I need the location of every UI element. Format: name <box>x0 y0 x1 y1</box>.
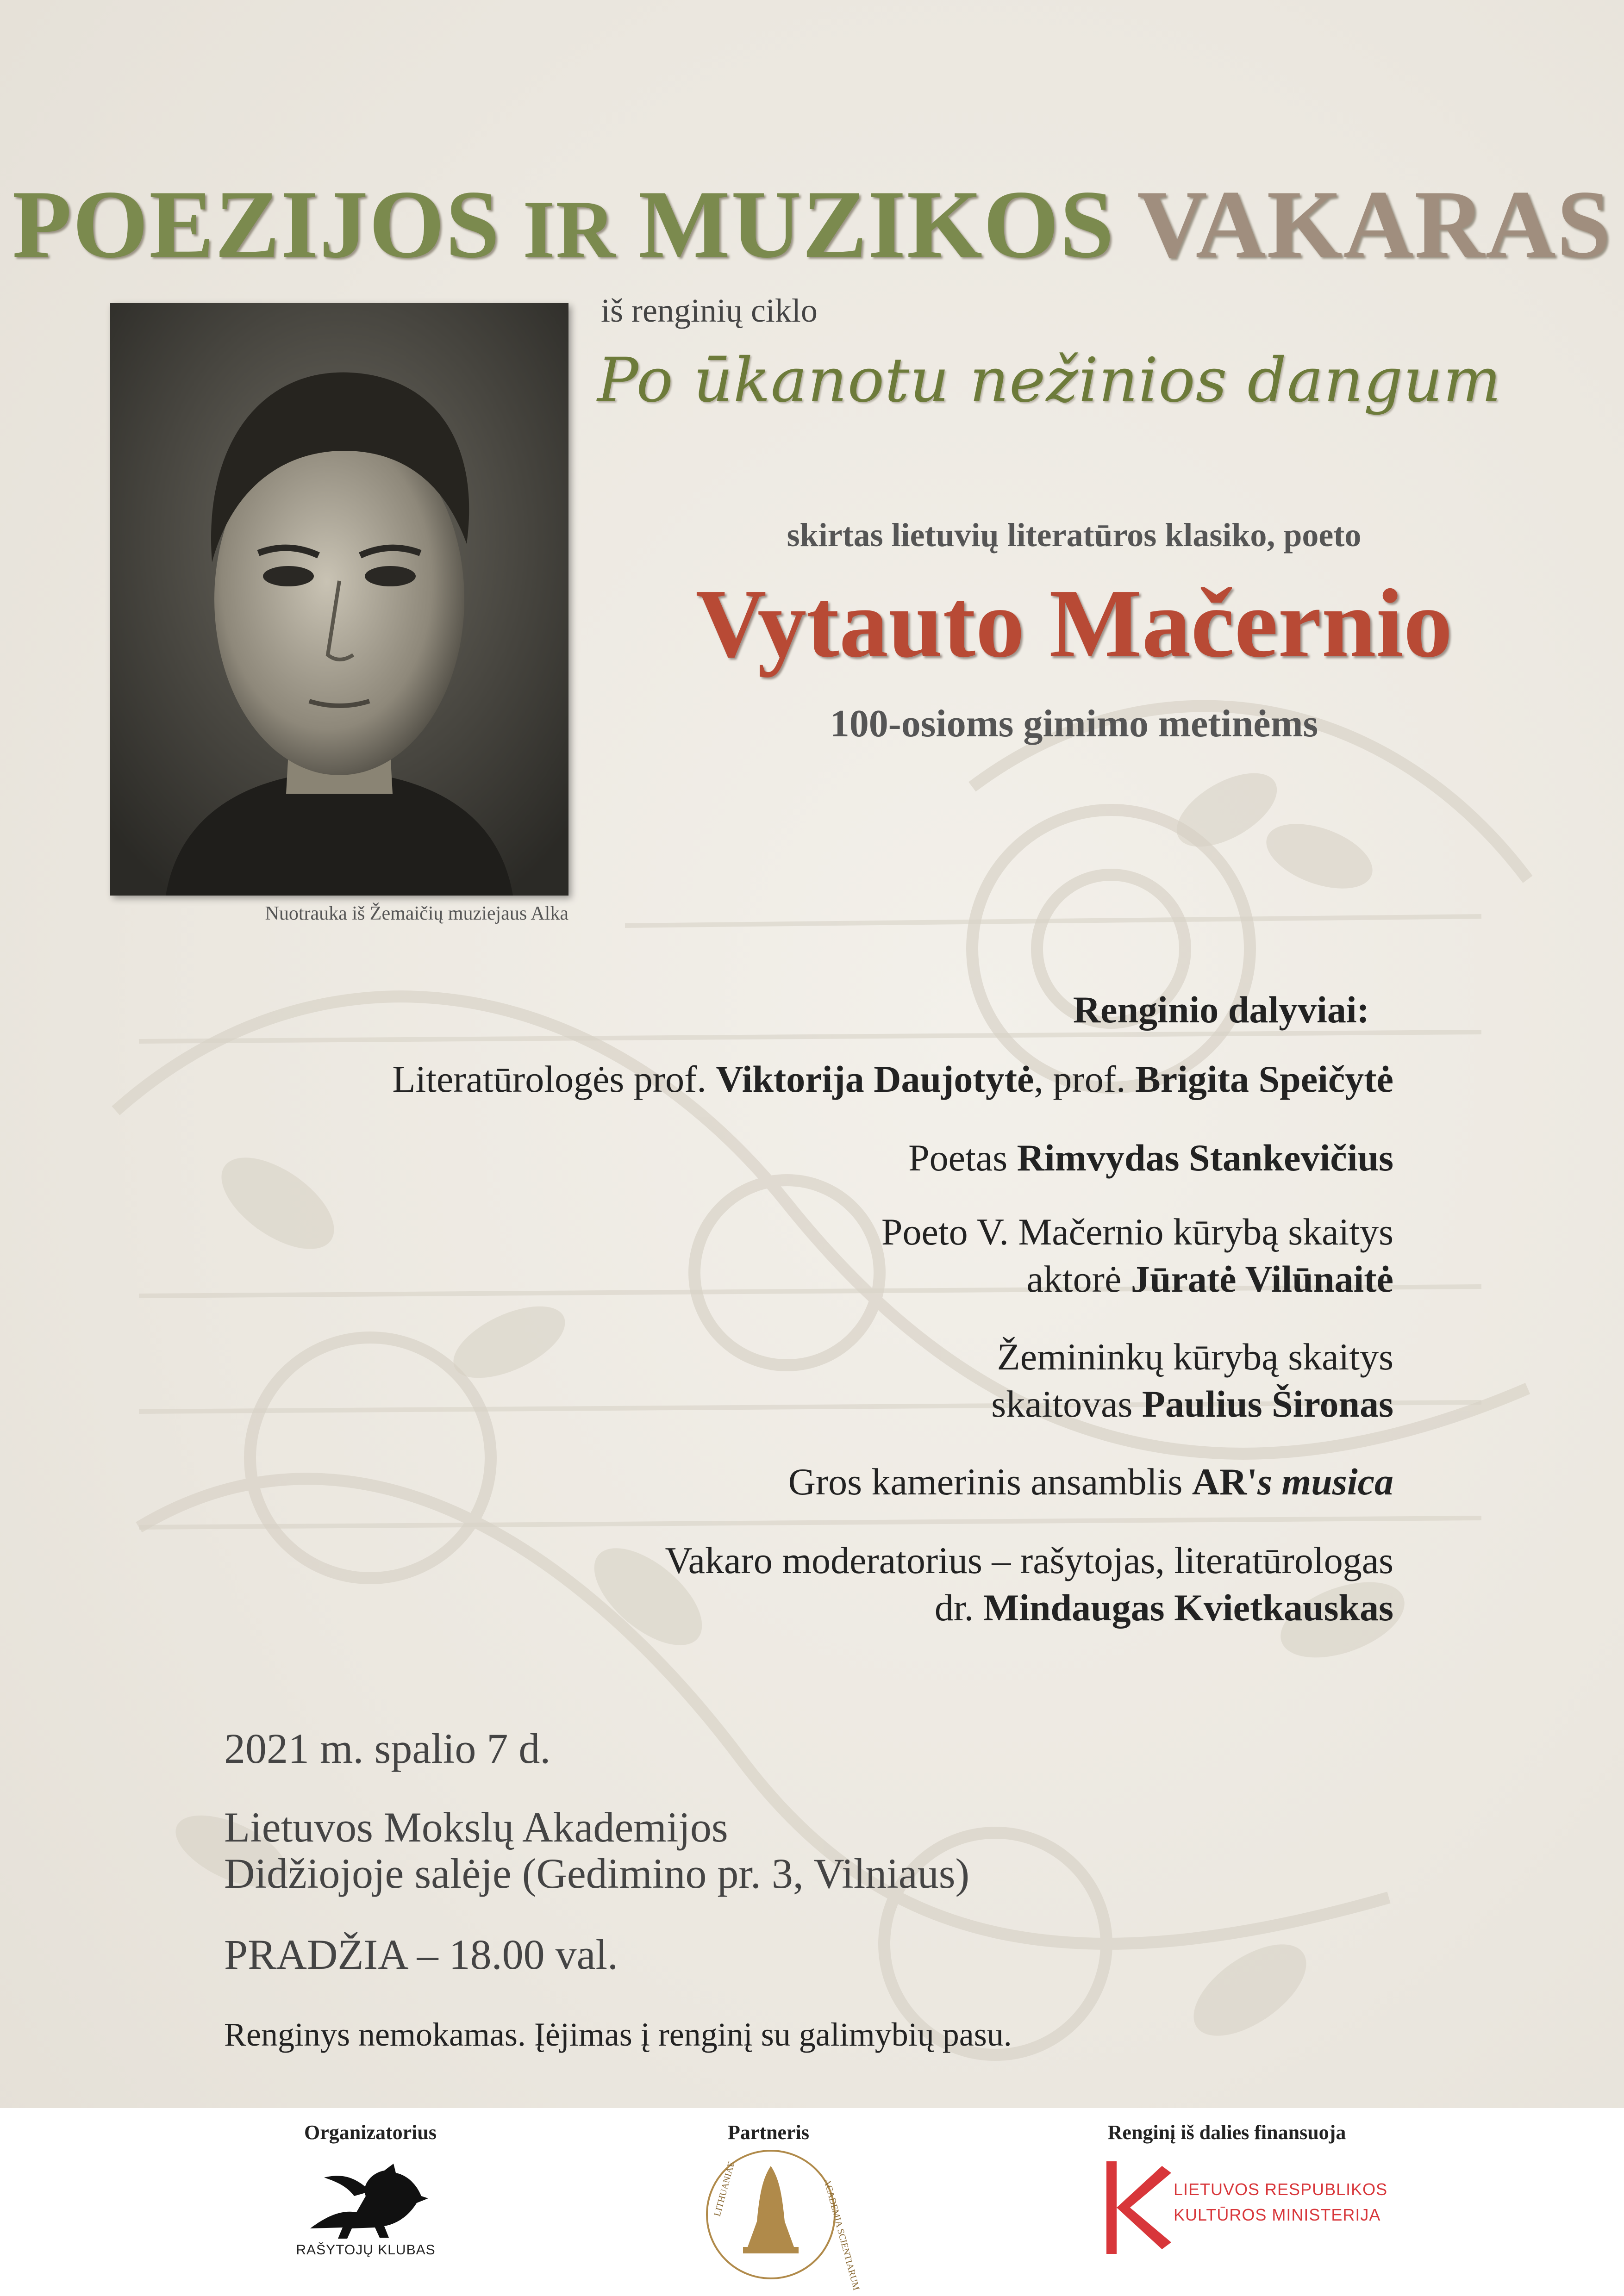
title-word-vakaras: VAKARAS <box>1137 171 1612 278</box>
participant-role: Literatūrologės prof. <box>392 1058 716 1100</box>
participant-name: Mindaugas Kvietkauskas <box>983 1587 1393 1629</box>
title-word-ir: IR <box>523 183 616 275</box>
participant-name: Brigita Speičytė <box>1135 1058 1393 1100</box>
participant-role: Vakaro moderatorius – rašytojas, literatūrologas <box>665 1539 1393 1581</box>
participant-line-poet <box>908 1134 1393 1182</box>
ensemble-name-italic: s musica <box>1257 1461 1393 1503</box>
anniversary-line: 100-osioms gimimo metinėms <box>830 702 1318 745</box>
participant-line-ensemble <box>788 1458 1393 1506</box>
participant-line-zemininkai-intro <box>997 1333 1393 1381</box>
participant-name: Viktorija Daujotytė <box>716 1058 1034 1100</box>
participant-name: Paulius Šironas <box>1142 1383 1393 1425</box>
ensemble-name: AR' <box>1192 1461 1258 1503</box>
poet-name: Vytauto Mačernio <box>695 569 1453 678</box>
participant-role: Poetas <box>908 1137 1017 1179</box>
writers-club-logo-text: RAŠYTOJŲ KLUBAS <box>296 2242 436 2258</box>
participants-heading: Renginio dalyviai: <box>1073 989 1369 1031</box>
ministry-name-line-2: KULTŪROS MINISTERIJA <box>1174 2205 1381 2224</box>
cycle-name: Po ūkanotu nežinios dangum <box>597 345 1502 416</box>
participant-line-moderator-intro <box>665 1537 1394 1585</box>
participant-role: dr. <box>934 1587 983 1629</box>
academy-seal-text-right: ACADEMIA SCIENTIARUM <box>822 2178 862 2292</box>
portrait-image <box>110 303 568 896</box>
dedication-line: skirtas lietuvių literatūros klasiko, poeto <box>787 516 1362 554</box>
participant-role: skaitovas <box>991 1383 1142 1425</box>
writers-club-logo-icon <box>301 2159 435 2242</box>
participant-role: Poeto V. Mačernio kūrybą skaitys <box>881 1211 1393 1253</box>
start-time: PRADŽIA – 18.00 val. <box>224 1931 618 1978</box>
event-title <box>0 171 1624 278</box>
entry-note: Renginys nemokamas. Įėjimas į renginį su galimybių pasu. <box>224 2016 1012 2053</box>
academy-seal-text-left: LITHUANIAE <box>712 2160 737 2218</box>
ministry-name-line-1: LIETUVOS RESPUBLIKOS <box>1174 2180 1388 2199</box>
participant-role: , prof. <box>1034 1058 1136 1100</box>
event-date: 2021 m. spalio 7 d. <box>224 1725 551 1772</box>
cycle-intro: iš renginių ciklo <box>601 292 818 329</box>
photo-caption: Nuotrauka iš Žemaičių muziejaus Alka <box>265 903 568 924</box>
participant-role: Gros kamerinis ansamblis <box>788 1461 1192 1503</box>
ministry-of-culture-logo-icon <box>1097 2157 1181 2259</box>
participant-line-actress <box>1026 1255 1393 1303</box>
participant-role: Žemininkų kūrybą skaitys <box>997 1336 1393 1378</box>
participant-line-reader-intro <box>881 1208 1393 1256</box>
participant-line-reciter <box>991 1380 1393 1428</box>
participant-role: aktorė <box>1026 1258 1131 1300</box>
participant-line-literary-scholars <box>392 1055 1393 1103</box>
academy-of-sciences-seal-icon <box>701 2147 862 2292</box>
funding-label: Renginį iš dalies finansuoja <box>1107 2121 1346 2144</box>
participant-name: Rimvydas Stankevičius <box>1017 1137 1393 1179</box>
portrait-photo <box>110 303 568 896</box>
partner-label: Partneris <box>728 2121 809 2144</box>
venue-line-2: Didžiojoje salėje (Gedimino pr. 3, Vilniaus) <box>224 1850 970 1897</box>
participant-line-moderator <box>935 1584 1393 1632</box>
organizer-label: Organizatorius <box>304 2121 437 2144</box>
title-word-muzikos: MUZIKOS <box>638 171 1115 278</box>
title-word-poezijos: POEZIJOS <box>12 171 501 278</box>
participant-name: Jūratė Vilūnaitė <box>1131 1258 1393 1300</box>
venue-line-1: Lietuvos Mokslų Akademijos <box>224 1804 728 1851</box>
